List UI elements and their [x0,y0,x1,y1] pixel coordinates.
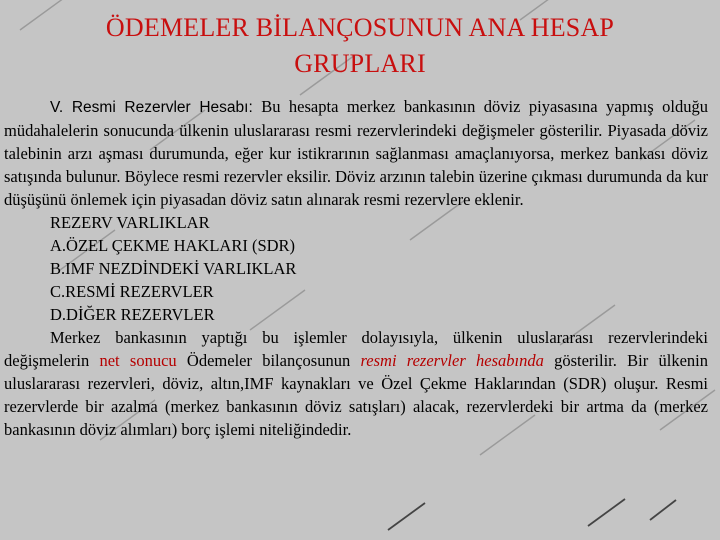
slide-title: ÖDEMELER BİLANÇOSUNUN ANA HESAP GRUPLARI [105,13,615,78]
reserve-heading: REZERV VARLIKLAR [50,213,210,232]
paragraph-text: Merkez bankasının yaptığı bu işlemler dolayısıyla, ülkenin uluslararası rezervlerindeki değişmelerin [4,328,708,370]
reserve-item: D.DİĞER REZERVLER [50,305,215,324]
reserve-item: C.RESMİ REZERVLER [50,282,214,301]
reserve-item: A.ÖZEL ÇEKME HAKLARI (SDR) [50,236,296,255]
highlight-resmi-rezervler-hesabi: resmi rezervler hesabında [360,351,544,370]
paragraph-body: Bu hesapta merkez bankasının döviz piyasasına yapmış olduğu müdahalelerin sonucunda ülkenin uluslararası resmi rezervlerindeki değişmeler gösterilir. Piyasada döviz talebinin arzı aşması durumunda, eğer kur istikrarının sağlanması amaçlanıyorsa, merkez bankası döviz satışında bulunur. Böylece resmi rezervler eksilir. Döviz arzının talebin üzerine çıkması durumunda da kur düşüşünü önlemek için piyasadan döviz satın alınarak resmi rezervlere eklenir. [4,97,708,209]
highlight-net-sonucu: net sonucu [99,351,177,370]
slide-body [4,95,708,441]
paragraph-text: Ödemeler bilançosunun [176,351,361,370]
paragraph-lead: V. Resmi Rezervler Hesabı: [50,99,253,116]
paragraph-text: gösterilir. Bir ülkenin uluslararası rezervleri, döviz, altın,IMF kaynakları ve Özel Çekme Haklarından (SDR) oluşur. Resmi rezervlerde bir azalma (merkez bankasının döviz satışları) alacak, rezervlerdeki bir artma da (merkez bankasının döviz alımları) borç işlemi niteliğindedir. [4,351,708,439]
paragraph-resmi-rezervler [4,95,708,211]
paragraph-explanation [4,326,708,441]
reserve-item: B.IMF NEZDİNDEKİ VARLIKLAR [50,259,297,278]
